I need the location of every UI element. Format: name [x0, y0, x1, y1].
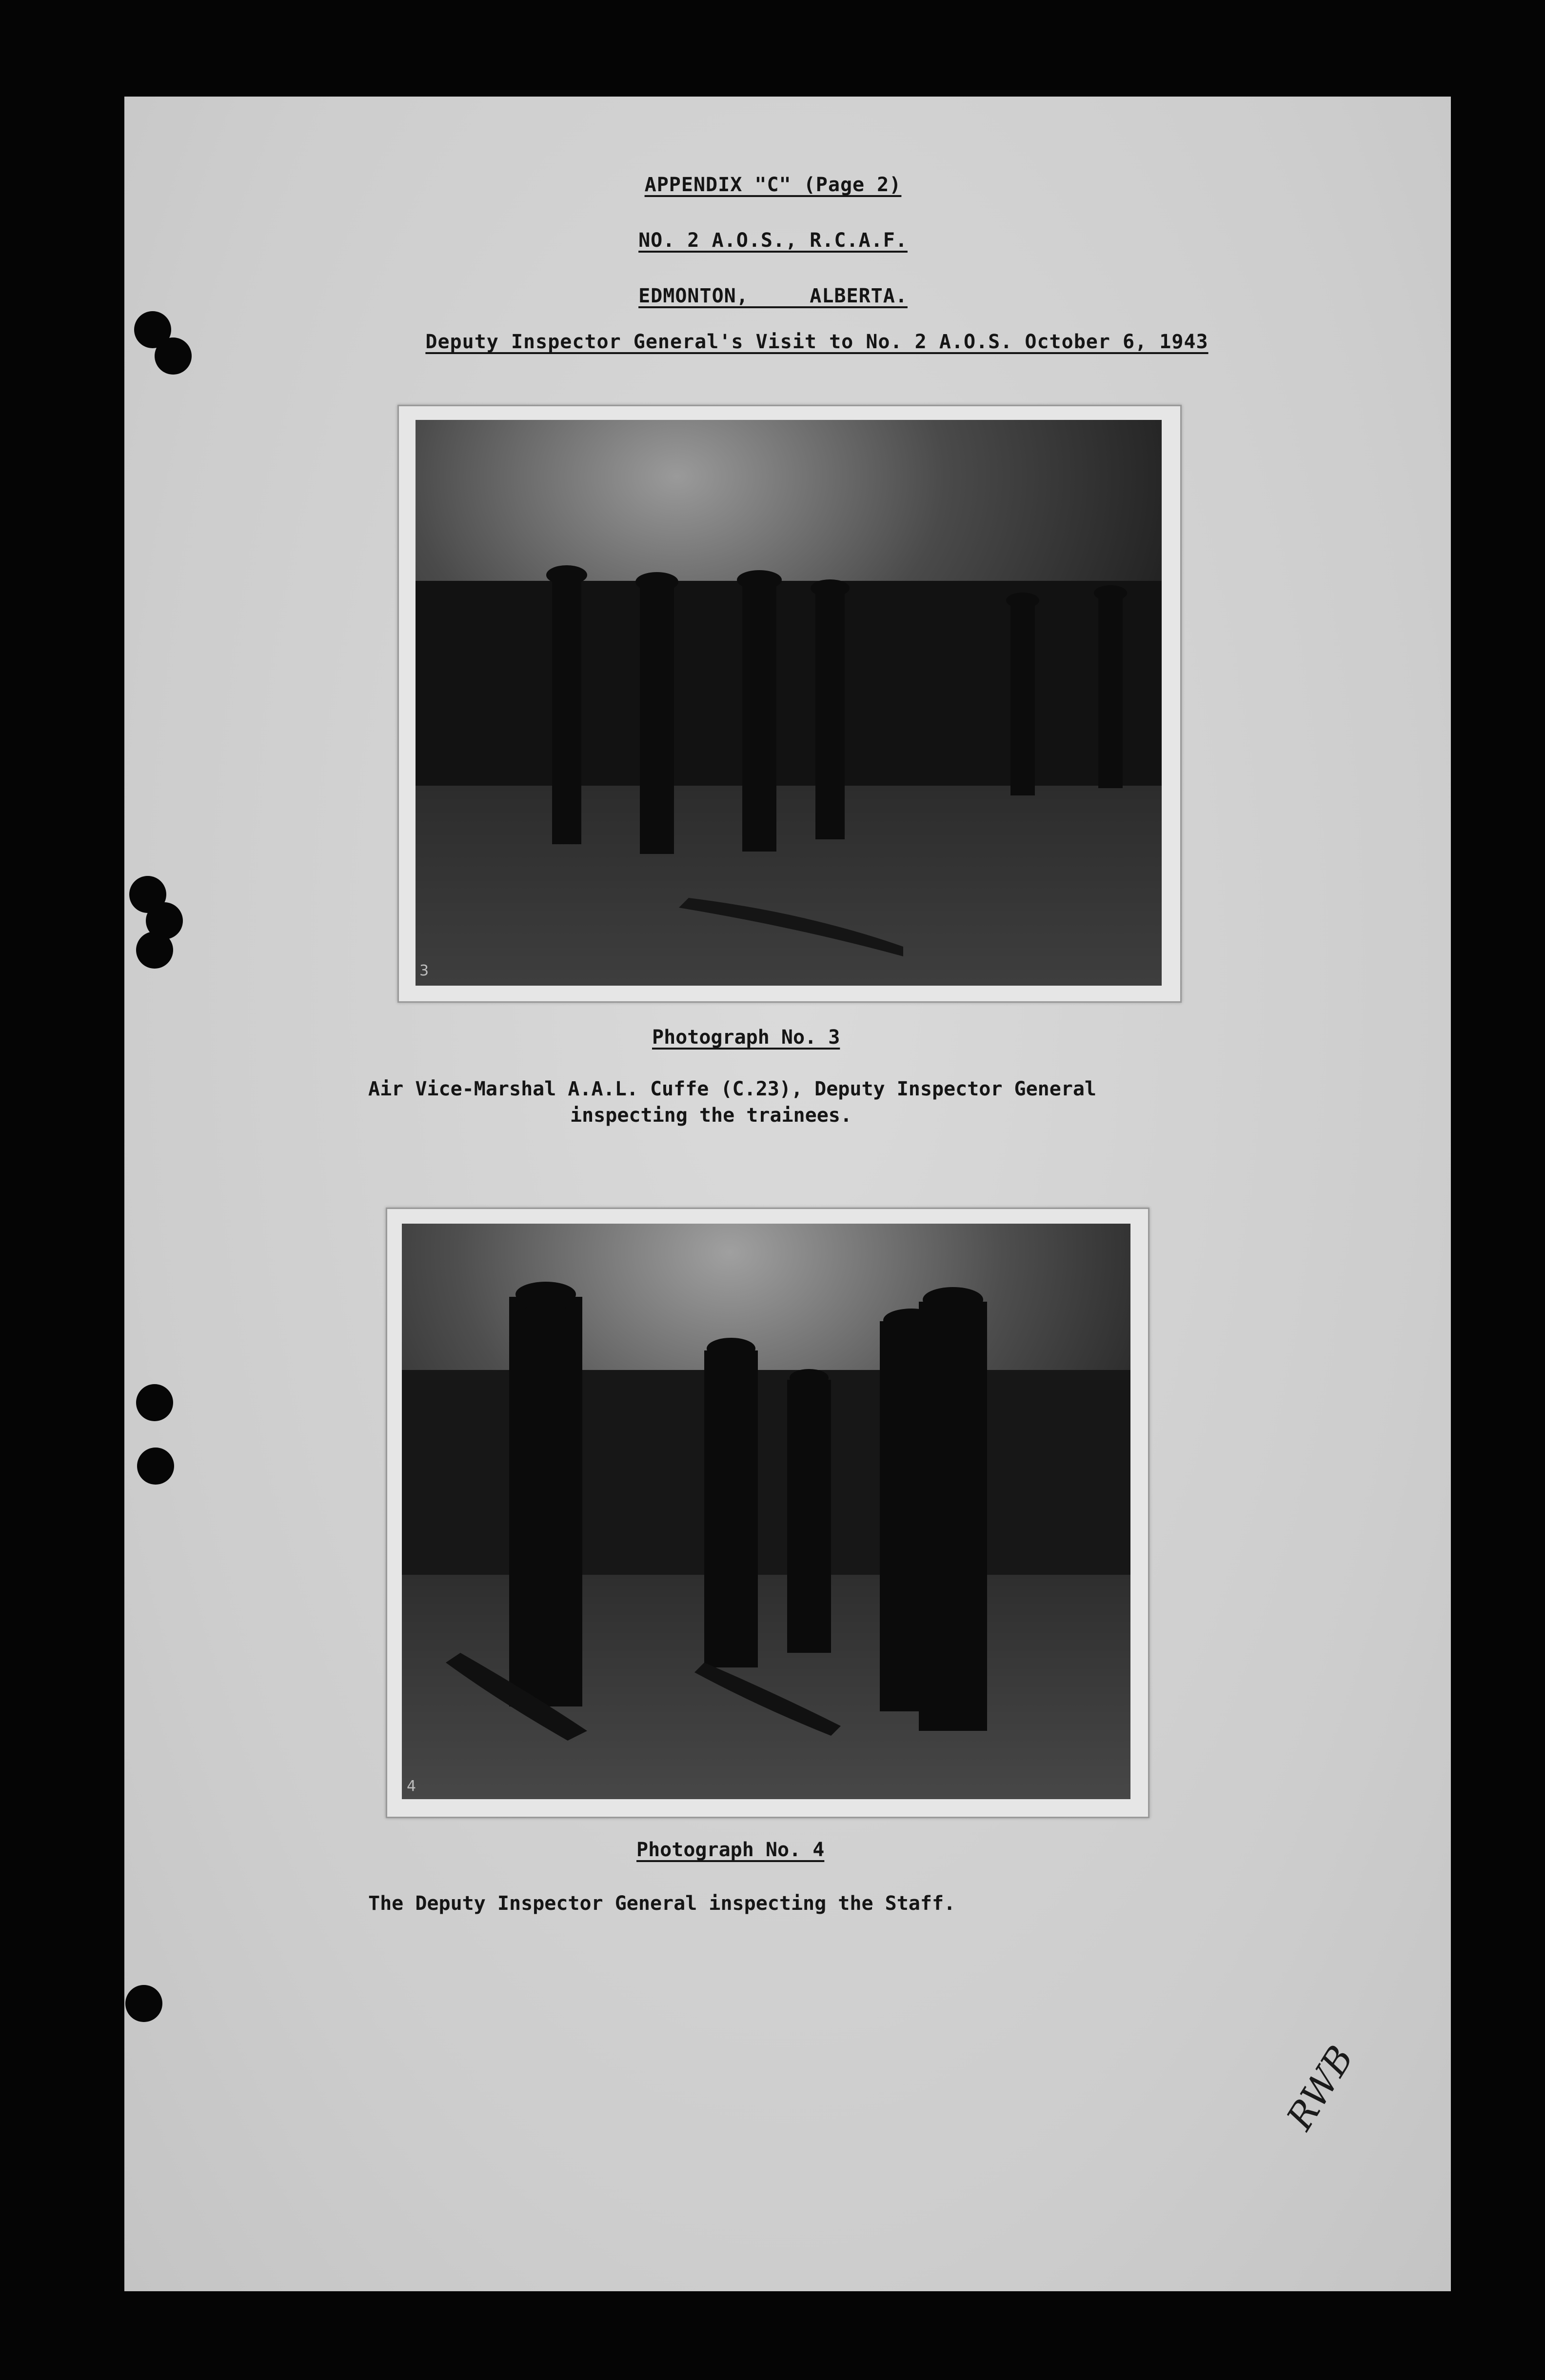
photograph-3-caption-line1: Air Vice-Marshal A.A.L. Cuffe (C.23), Deputy Inspector General — [368, 1078, 1097, 1100]
punch-hole — [136, 1384, 173, 1421]
subject-heading: Deputy Inspector General's Visit to No. 2 A.O.S. October 6, 1943 — [425, 331, 1208, 353]
punch-hole — [137, 1448, 174, 1485]
photograph-3 — [416, 420, 1162, 986]
plate-number: 3 — [419, 962, 429, 979]
document-page — [124, 97, 1451, 2291]
unit-heading: NO. 2 A.O.S., R.C.A.F. — [638, 229, 908, 252]
photograph-4-caption: The Deputy Inspector General inspecting the Staff. — [368, 1892, 956, 1915]
photograph-4-title: Photograph No. 4 — [636, 1839, 825, 1861]
plate-number: 4 — [407, 1778, 416, 1795]
punch-hole — [136, 932, 173, 969]
location-heading: EDMONTON, ALBERTA. — [638, 285, 908, 307]
punch-hole — [125, 1985, 162, 2022]
handwritten-initials: RWB — [1278, 2038, 1362, 2138]
photograph-4-mount — [386, 1208, 1149, 1818]
photograph-3-mount — [397, 405, 1182, 1003]
photograph-3-caption-line2: inspecting the trainees. — [570, 1104, 852, 1127]
appendix-heading: APPENDIX "C" (Page 2) — [644, 174, 902, 196]
photograph-4 — [402, 1224, 1130, 1799]
photograph-3-title: Photograph No. 3 — [652, 1026, 840, 1049]
